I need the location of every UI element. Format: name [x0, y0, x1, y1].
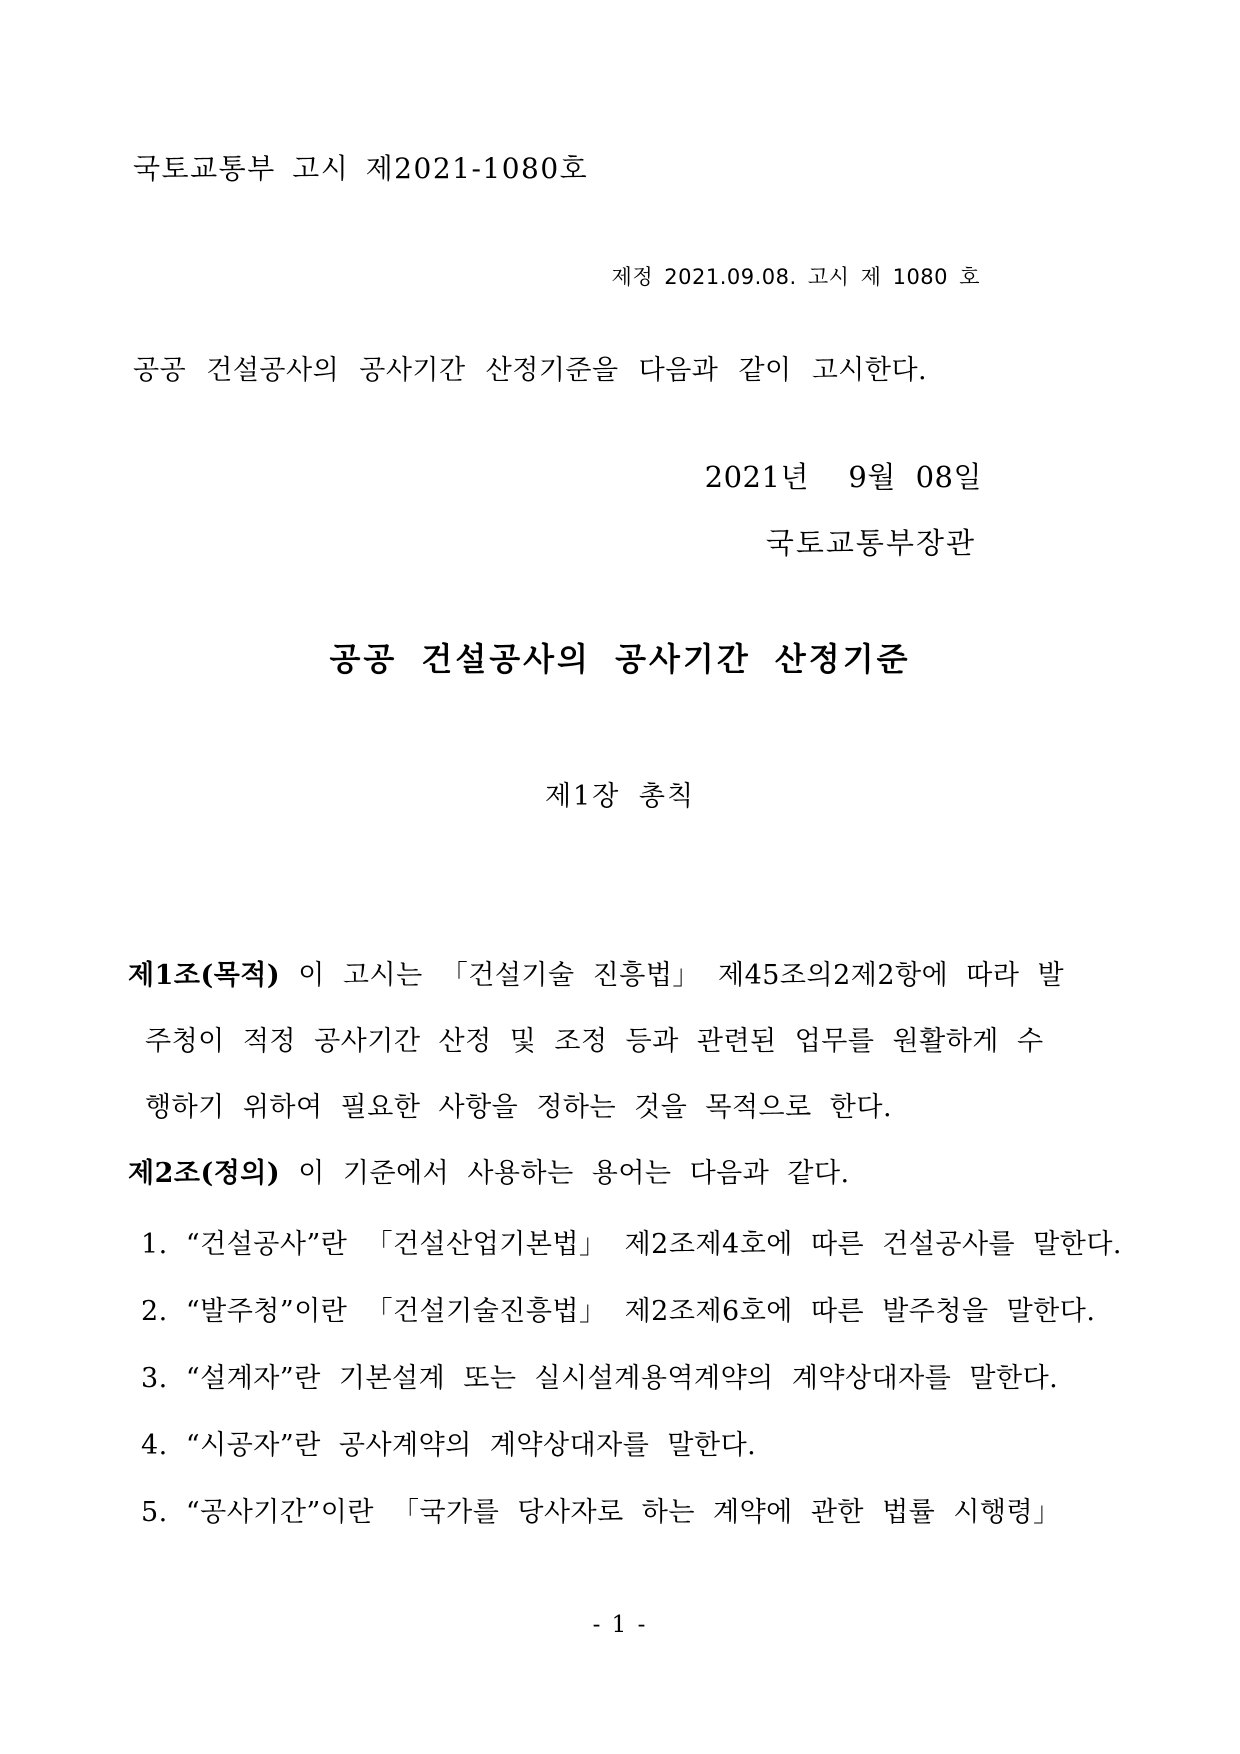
article-1-line-3: 행하기 위하여 필요한 사항을 정하는 것을 목적으로 한다.	[145, 1092, 893, 1123]
definition-item-2: 2. “발주청”이란 「건설기술진흥법」 제2조제6호에 따른 발주청을 말한다.	[141, 1296, 1096, 1327]
article-1-line-2: 주청이 적정 공사기간 산정 및 조정 등과 관련된 업무를 원활하게 수	[145, 1026, 1044, 1057]
notice-number: 국토교통부 고시 제2021-1080호	[133, 152, 589, 185]
proclamation-sentence: 공공 건설공사의 공사기간 산정기준을 다음과 같이 고시한다.	[133, 355, 928, 386]
definition-item-3: 3. “설계자”란 기본설계 또는 실시설계용역계약의 계약상대자를 말한다.	[141, 1363, 1059, 1394]
article-2-line-1-text: 이 기준에서 사용하는 용어는 다음과 같다.	[280, 1158, 850, 1189]
article-2-line-1	[128, 1155, 850, 1193]
definition-item-1: 1. “건설공사”란 「건설산업기본법」 제2조제4호에 따른 건설공사를 말한다.	[141, 1229, 1123, 1260]
document-title: 공공 건설공사의 공사기간 산정기준	[329, 640, 911, 678]
article-1-line-1-text: 이 고시는 「건설기술 진흥법」 제45조의2제2항에 따라 발	[280, 960, 1065, 991]
signatory-minister: 국토교통부장관	[765, 526, 976, 560]
chapter-1-heading: 제1장 총칙	[544, 781, 696, 812]
definition-item-5: 5. “공사기간”이란 「국가를 당사자로 하는 계약에 관한 법률 시행령」	[141, 1497, 1061, 1528]
proclamation-date: 2021년 9월 08일	[704, 460, 982, 494]
article-1-label: 제1조(목적)	[128, 960, 281, 991]
article-2-label: 제2조(정의)	[128, 1158, 281, 1189]
page-number: - 1 -	[592, 1612, 648, 1638]
article-1-line-1	[128, 957, 1064, 995]
definition-item-4: 4. “시공자”란 공사계약의 계약상대자를 말한다.	[141, 1430, 757, 1461]
revision-info: 제정 2021.09.08. 고시 제 1080 호	[611, 265, 980, 289]
